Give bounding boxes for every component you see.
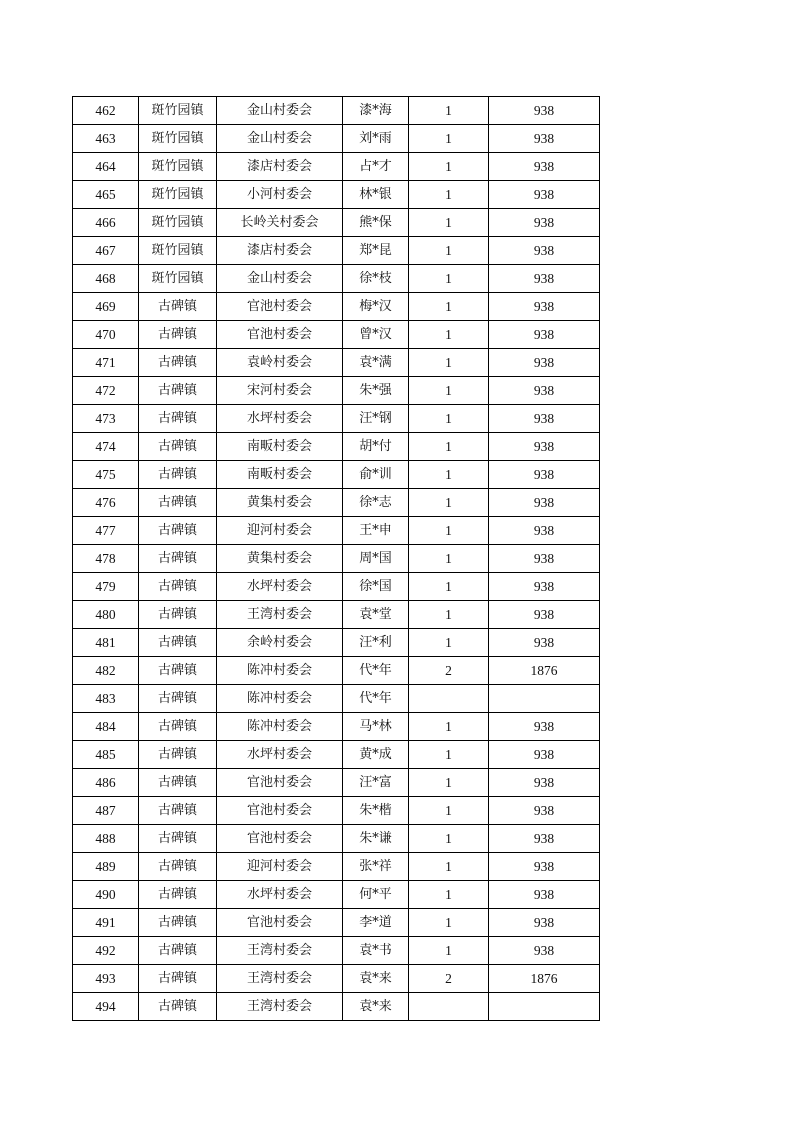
person-name-cell: 熊*保 xyxy=(343,209,409,237)
table-row xyxy=(73,97,600,125)
count-cell: 1 xyxy=(409,825,489,853)
amount-cell: 938 xyxy=(489,797,600,825)
row-number-cell: 480 xyxy=(73,601,139,629)
village-committee-cell: 南畈村委会 xyxy=(217,461,343,489)
count-cell: 1 xyxy=(409,461,489,489)
row-number-cell: 468 xyxy=(73,265,139,293)
row-number-cell: 487 xyxy=(73,797,139,825)
town-cell: 古碑镇 xyxy=(139,965,217,993)
data-table xyxy=(72,96,600,1021)
amount-cell: 938 xyxy=(489,769,600,797)
table-row xyxy=(73,265,600,293)
count-cell: 1 xyxy=(409,741,489,769)
person-name-cell: 徐*志 xyxy=(343,489,409,517)
town-cell: 古碑镇 xyxy=(139,405,217,433)
town-cell: 古碑镇 xyxy=(139,489,217,517)
amount-cell: 938 xyxy=(489,517,600,545)
row-number-cell: 494 xyxy=(73,993,139,1021)
table-row xyxy=(73,993,600,1021)
amount-cell: 938 xyxy=(489,825,600,853)
amount-cell: 938 xyxy=(489,237,600,265)
village-committee-cell: 南畈村委会 xyxy=(217,433,343,461)
village-committee-cell: 水坪村委会 xyxy=(217,573,343,601)
table-row xyxy=(73,713,600,741)
village-committee-cell: 王湾村委会 xyxy=(217,965,343,993)
row-number-cell: 466 xyxy=(73,209,139,237)
count-cell: 1 xyxy=(409,769,489,797)
person-name-cell: 朱*楷 xyxy=(343,797,409,825)
person-name-cell: 汪*富 xyxy=(343,769,409,797)
table-row xyxy=(73,573,600,601)
town-cell: 古碑镇 xyxy=(139,321,217,349)
row-number-cell: 489 xyxy=(73,853,139,881)
count-cell: 1 xyxy=(409,237,489,265)
village-committee-cell: 黄集村委会 xyxy=(217,489,343,517)
row-number-cell: 488 xyxy=(73,825,139,853)
town-cell: 古碑镇 xyxy=(139,993,217,1021)
town-cell: 古碑镇 xyxy=(139,461,217,489)
count-cell: 1 xyxy=(409,629,489,657)
row-number-cell: 475 xyxy=(73,461,139,489)
person-name-cell: 袁*堂 xyxy=(343,601,409,629)
count-cell: 1 xyxy=(409,881,489,909)
row-number-cell: 469 xyxy=(73,293,139,321)
row-number-cell: 471 xyxy=(73,349,139,377)
amount-cell: 938 xyxy=(489,405,600,433)
table-row xyxy=(73,181,600,209)
table-row xyxy=(73,685,600,713)
row-number-cell: 463 xyxy=(73,125,139,153)
count-cell: 1 xyxy=(409,909,489,937)
town-cell: 斑竹园镇 xyxy=(139,209,217,237)
town-cell: 古碑镇 xyxy=(139,909,217,937)
count-cell: 1 xyxy=(409,153,489,181)
amount-cell: 938 xyxy=(489,741,600,769)
town-cell: 古碑镇 xyxy=(139,545,217,573)
town-cell: 古碑镇 xyxy=(139,937,217,965)
village-committee-cell: 王湾村委会 xyxy=(217,601,343,629)
table-row xyxy=(73,405,600,433)
row-number-cell: 484 xyxy=(73,713,139,741)
count-cell: 1 xyxy=(409,853,489,881)
count-cell: 1 xyxy=(409,209,489,237)
village-committee-cell: 官池村委会 xyxy=(217,293,343,321)
table-row xyxy=(73,293,600,321)
person-name-cell: 何*平 xyxy=(343,881,409,909)
village-committee-cell: 黄集村委会 xyxy=(217,545,343,573)
count-cell: 1 xyxy=(409,405,489,433)
count-cell: 1 xyxy=(409,349,489,377)
town-cell: 斑竹园镇 xyxy=(139,181,217,209)
table-row xyxy=(73,517,600,545)
amount-cell: 938 xyxy=(489,153,600,181)
amount-cell: 938 xyxy=(489,461,600,489)
table-row xyxy=(73,433,600,461)
village-committee-cell: 官池村委会 xyxy=(217,321,343,349)
town-cell: 古碑镇 xyxy=(139,741,217,769)
table-row xyxy=(73,209,600,237)
person-name-cell: 占*才 xyxy=(343,153,409,181)
table-row xyxy=(73,321,600,349)
row-number-cell: 464 xyxy=(73,153,139,181)
village-committee-cell: 金山村委会 xyxy=(217,125,343,153)
amount-cell: 938 xyxy=(489,909,600,937)
village-committee-cell: 水坪村委会 xyxy=(217,741,343,769)
village-committee-cell: 袁岭村委会 xyxy=(217,349,343,377)
amount-cell: 938 xyxy=(489,853,600,881)
town-cell: 斑竹园镇 xyxy=(139,237,217,265)
person-name-cell: 徐*枝 xyxy=(343,265,409,293)
village-committee-cell: 官池村委会 xyxy=(217,909,343,937)
town-cell: 古碑镇 xyxy=(139,881,217,909)
person-name-cell: 袁*来 xyxy=(343,965,409,993)
row-number-cell: 478 xyxy=(73,545,139,573)
person-name-cell: 周*国 xyxy=(343,545,409,573)
village-committee-cell: 水坪村委会 xyxy=(217,405,343,433)
town-cell: 古碑镇 xyxy=(139,685,217,713)
person-name-cell: 胡*付 xyxy=(343,433,409,461)
village-committee-cell: 水坪村委会 xyxy=(217,881,343,909)
village-committee-cell: 陈冲村委会 xyxy=(217,713,343,741)
village-committee-cell: 小河村委会 xyxy=(217,181,343,209)
village-committee-cell: 余岭村委会 xyxy=(217,629,343,657)
person-name-cell: 袁*来 xyxy=(343,993,409,1021)
person-name-cell: 张*祥 xyxy=(343,853,409,881)
table-row xyxy=(73,153,600,181)
table-row xyxy=(73,461,600,489)
amount-cell: 938 xyxy=(489,125,600,153)
town-cell: 斑竹园镇 xyxy=(139,97,217,125)
person-name-cell: 李*道 xyxy=(343,909,409,937)
row-number-cell: 474 xyxy=(73,433,139,461)
amount-cell: 938 xyxy=(489,377,600,405)
amount-cell: 938 xyxy=(489,97,600,125)
amount-cell: 938 xyxy=(489,629,600,657)
town-cell: 古碑镇 xyxy=(139,769,217,797)
count-cell: 1 xyxy=(409,125,489,153)
table-row xyxy=(73,965,600,993)
town-cell: 斑竹园镇 xyxy=(139,153,217,181)
village-committee-cell: 迎河村委会 xyxy=(217,517,343,545)
count-cell: 1 xyxy=(409,321,489,349)
count-cell: 1 xyxy=(409,713,489,741)
table-row xyxy=(73,741,600,769)
person-name-cell: 汪*利 xyxy=(343,629,409,657)
table-row xyxy=(73,349,600,377)
amount-cell: 938 xyxy=(489,349,600,377)
village-committee-cell: 官池村委会 xyxy=(217,825,343,853)
person-name-cell: 林*银 xyxy=(343,181,409,209)
row-number-cell: 482 xyxy=(73,657,139,685)
amount-cell: 1876 xyxy=(489,965,600,993)
person-name-cell: 俞*训 xyxy=(343,461,409,489)
town-cell: 古碑镇 xyxy=(139,377,217,405)
town-cell: 古碑镇 xyxy=(139,713,217,741)
row-number-cell: 485 xyxy=(73,741,139,769)
village-committee-cell: 金山村委会 xyxy=(217,265,343,293)
row-number-cell: 490 xyxy=(73,881,139,909)
town-cell: 斑竹园镇 xyxy=(139,125,217,153)
person-name-cell: 袁*满 xyxy=(343,349,409,377)
town-cell: 古碑镇 xyxy=(139,853,217,881)
count-cell: 2 xyxy=(409,965,489,993)
village-committee-cell: 迎河村委会 xyxy=(217,853,343,881)
amount-cell: 938 xyxy=(489,489,600,517)
village-committee-cell: 官池村委会 xyxy=(217,769,343,797)
count-cell: 1 xyxy=(409,181,489,209)
count-cell: 1 xyxy=(409,517,489,545)
village-committee-cell: 陈冲村委会 xyxy=(217,685,343,713)
person-name-cell: 刘*雨 xyxy=(343,125,409,153)
row-number-cell: 476 xyxy=(73,489,139,517)
village-committee-cell: 宋河村委会 xyxy=(217,377,343,405)
village-committee-cell: 王湾村委会 xyxy=(217,937,343,965)
town-cell: 古碑镇 xyxy=(139,433,217,461)
town-cell: 古碑镇 xyxy=(139,825,217,853)
amount-cell: 938 xyxy=(489,181,600,209)
town-cell: 古碑镇 xyxy=(139,573,217,601)
count-cell: 1 xyxy=(409,265,489,293)
amount-cell: 938 xyxy=(489,937,600,965)
town-cell: 斑竹园镇 xyxy=(139,265,217,293)
amount-cell: 1876 xyxy=(489,657,600,685)
row-number-cell: 481 xyxy=(73,629,139,657)
count-cell: 1 xyxy=(409,545,489,573)
count-cell: 1 xyxy=(409,937,489,965)
table-row xyxy=(73,125,600,153)
amount-cell: 938 xyxy=(489,265,600,293)
row-number-cell: 470 xyxy=(73,321,139,349)
person-name-cell: 王*申 xyxy=(343,517,409,545)
count-cell xyxy=(409,685,489,713)
row-number-cell: 477 xyxy=(73,517,139,545)
town-cell: 古碑镇 xyxy=(139,293,217,321)
town-cell: 古碑镇 xyxy=(139,601,217,629)
village-committee-cell: 陈冲村委会 xyxy=(217,657,343,685)
amount-cell: 938 xyxy=(489,881,600,909)
amount-cell: 938 xyxy=(489,209,600,237)
person-name-cell: 代*年 xyxy=(343,657,409,685)
table-row xyxy=(73,881,600,909)
person-name-cell: 朱*谦 xyxy=(343,825,409,853)
count-cell: 2 xyxy=(409,657,489,685)
count-cell: 1 xyxy=(409,489,489,517)
person-name-cell: 黄*成 xyxy=(343,741,409,769)
amount-cell: 938 xyxy=(489,573,600,601)
table-body xyxy=(73,97,600,1021)
table-row xyxy=(73,629,600,657)
table-row xyxy=(73,545,600,573)
table-row xyxy=(73,601,600,629)
village-committee-cell: 漆店村委会 xyxy=(217,153,343,181)
count-cell xyxy=(409,993,489,1021)
count-cell: 1 xyxy=(409,433,489,461)
row-number-cell: 473 xyxy=(73,405,139,433)
table-row xyxy=(73,853,600,881)
row-number-cell: 491 xyxy=(73,909,139,937)
town-cell: 古碑镇 xyxy=(139,349,217,377)
person-name-cell: 曾*汉 xyxy=(343,321,409,349)
town-cell: 古碑镇 xyxy=(139,517,217,545)
table-row xyxy=(73,657,600,685)
person-name-cell: 代*年 xyxy=(343,685,409,713)
table-row xyxy=(73,797,600,825)
table-row xyxy=(73,489,600,517)
count-cell: 1 xyxy=(409,573,489,601)
count-cell: 1 xyxy=(409,293,489,321)
person-name-cell: 马*林 xyxy=(343,713,409,741)
amount-cell: 938 xyxy=(489,545,600,573)
amount-cell: 938 xyxy=(489,293,600,321)
town-cell: 古碑镇 xyxy=(139,797,217,825)
table-row xyxy=(73,937,600,965)
row-number-cell: 472 xyxy=(73,377,139,405)
person-name-cell: 徐*国 xyxy=(343,573,409,601)
person-name-cell: 郑*昆 xyxy=(343,237,409,265)
person-name-cell: 朱*强 xyxy=(343,377,409,405)
table-row xyxy=(73,769,600,797)
village-committee-cell: 漆店村委会 xyxy=(217,237,343,265)
row-number-cell: 479 xyxy=(73,573,139,601)
row-number-cell: 493 xyxy=(73,965,139,993)
town-cell: 古碑镇 xyxy=(139,657,217,685)
amount-cell xyxy=(489,993,600,1021)
village-committee-cell: 金山村委会 xyxy=(217,97,343,125)
amount-cell: 938 xyxy=(489,321,600,349)
row-number-cell: 465 xyxy=(73,181,139,209)
count-cell: 1 xyxy=(409,377,489,405)
row-number-cell: 467 xyxy=(73,237,139,265)
amount-cell: 938 xyxy=(489,433,600,461)
village-committee-cell: 官池村委会 xyxy=(217,797,343,825)
table-row xyxy=(73,909,600,937)
person-name-cell: 梅*汉 xyxy=(343,293,409,321)
town-cell: 古碑镇 xyxy=(139,629,217,657)
row-number-cell: 486 xyxy=(73,769,139,797)
village-committee-cell: 长岭关村委会 xyxy=(217,209,343,237)
count-cell: 1 xyxy=(409,97,489,125)
row-number-cell: 492 xyxy=(73,937,139,965)
table-row xyxy=(73,237,600,265)
count-cell: 1 xyxy=(409,601,489,629)
person-name-cell: 漆*海 xyxy=(343,97,409,125)
person-name-cell: 袁*书 xyxy=(343,937,409,965)
row-number-cell: 483 xyxy=(73,685,139,713)
count-cell: 1 xyxy=(409,797,489,825)
amount-cell: 938 xyxy=(489,601,600,629)
table-row xyxy=(73,825,600,853)
row-number-cell: 462 xyxy=(73,97,139,125)
person-name-cell: 汪*钢 xyxy=(343,405,409,433)
amount-cell xyxy=(489,685,600,713)
table-row xyxy=(73,377,600,405)
village-committee-cell: 王湾村委会 xyxy=(217,993,343,1021)
amount-cell: 938 xyxy=(489,713,600,741)
